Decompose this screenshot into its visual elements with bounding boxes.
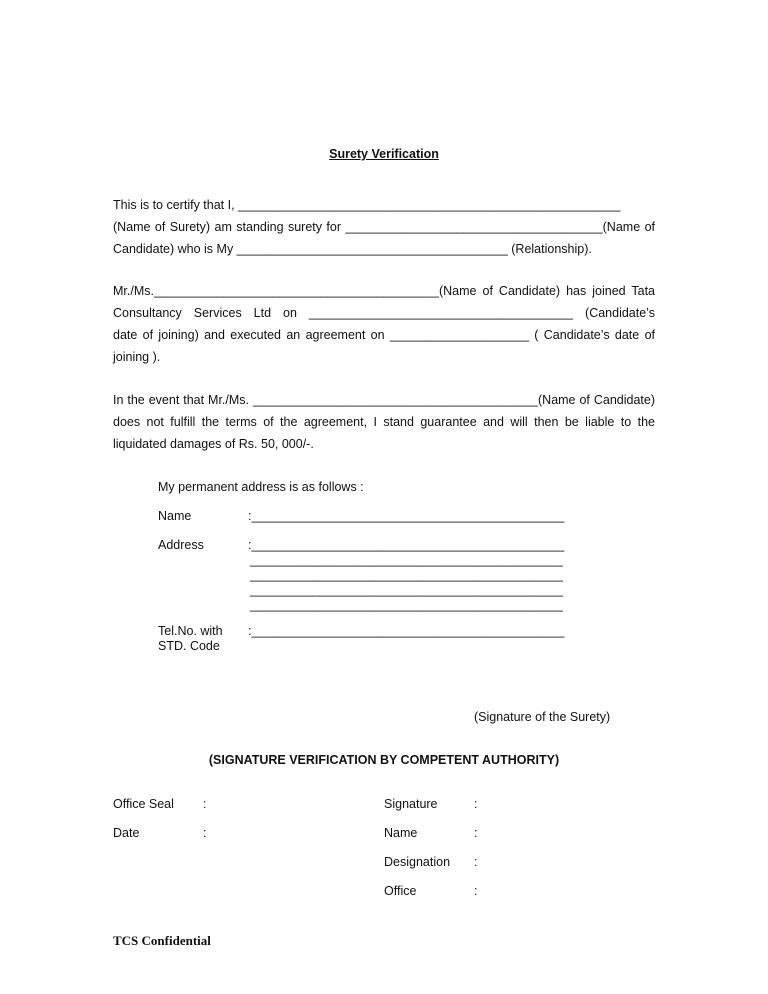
tel-label-line-2: STD. Code xyxy=(158,639,220,653)
office-colon: : xyxy=(474,884,478,898)
para2-line4: joining ). xyxy=(113,350,161,364)
para3-line3: liquidated damages of Rs. 50, 000/-. xyxy=(113,437,314,451)
tel-field: :_____________________________________________ xyxy=(248,624,565,638)
office-seal-label: Office Seal xyxy=(113,797,174,811)
para2-line2: Consultancy Services Ltd on ______________________________________ (Candidate’s xyxy=(113,306,655,320)
date-label: Date xyxy=(113,826,140,840)
address-field-line-4: _____________________________________________ xyxy=(250,583,563,597)
name-label-verification: Name xyxy=(384,826,418,840)
page-title: Surety Verification xyxy=(329,147,439,161)
name-colon: : xyxy=(474,826,478,840)
signature-colon: : xyxy=(474,797,478,811)
signature-label: Signature xyxy=(384,797,438,811)
footer-confidential: TCS Confidential xyxy=(113,933,211,948)
address-intro: My permanent address is as follows : xyxy=(158,480,364,494)
para1-line2: (Name of Surety) am standing surety for _____________________________________(Name of xyxy=(113,220,655,234)
office-seal-colon: : xyxy=(203,797,207,811)
address-field-line-3: _____________________________________________ xyxy=(250,568,563,582)
para3-line2: does not fulfill the terms of the agreement, I stand guarantee and will then be liable to the xyxy=(113,415,655,429)
tel-label-line-1: Tel.No. with xyxy=(158,624,223,638)
para2-line3: date of joining) and executed an agreement on ____________________ ( Candidate’s date of xyxy=(113,328,655,342)
para3-line1: In the event that Mr./Ms. _________________________________________(Name of Candidate) xyxy=(113,393,655,407)
address-field-line-1: :_____________________________________________ xyxy=(248,538,565,552)
para1-line1: This is to certify that I, _______________________________________________________ xyxy=(113,198,621,212)
verification-heading: (SIGNATURE VERIFICATION BY COMPETENT AUTHORITY) xyxy=(208,753,560,767)
office-label: Office xyxy=(384,884,417,898)
address-field-line-5: _____________________________________________ xyxy=(250,598,563,612)
surety-signature-label: (Signature of the Surety) xyxy=(474,710,611,724)
para2-line1: Mr./Ms._________________________________________(Name of Candidate) has joined Tata xyxy=(113,284,655,298)
designation-colon: : xyxy=(474,855,478,869)
address-field-line-2: _____________________________________________ xyxy=(250,553,563,567)
designation-label: Designation xyxy=(384,855,451,869)
date-colon: : xyxy=(203,826,207,840)
name-field: :_____________________________________________ xyxy=(248,509,565,523)
address-label: Address xyxy=(158,538,204,552)
para1-line3: Candidate) who is My _______________________________________ (Relationship). xyxy=(113,242,592,256)
name-label: Name xyxy=(158,509,192,523)
